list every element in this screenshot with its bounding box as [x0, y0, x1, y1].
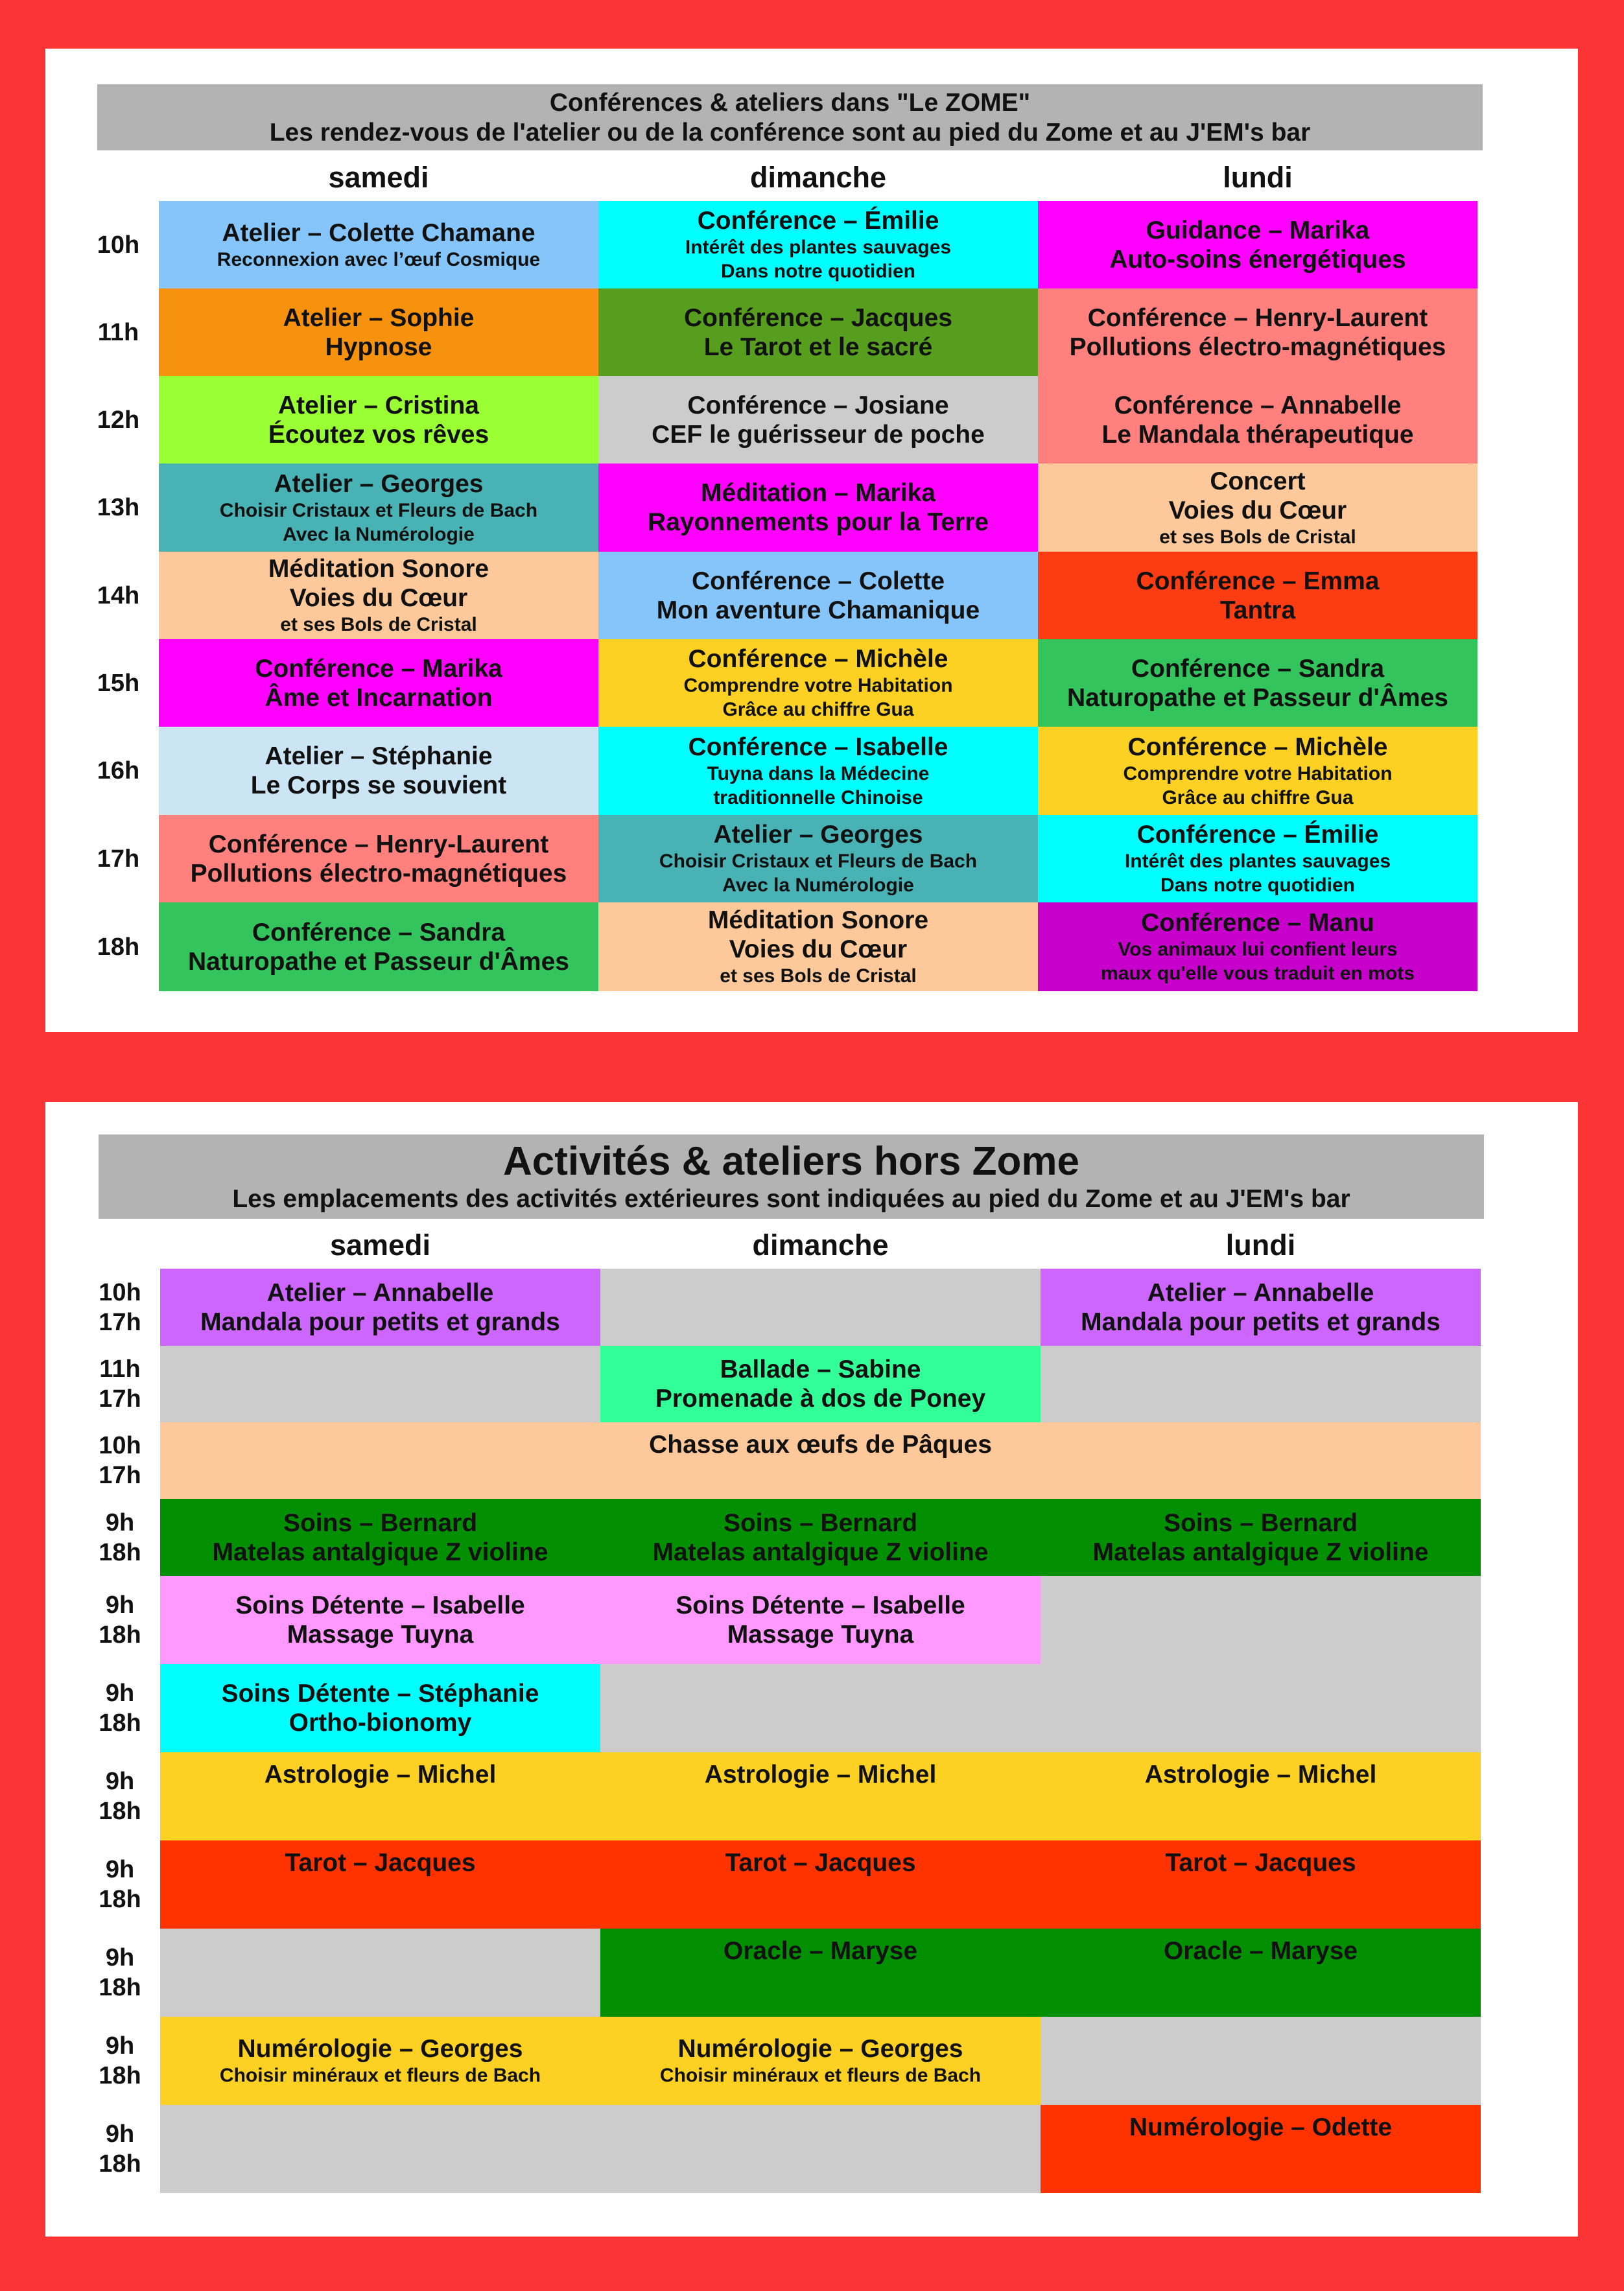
- schedule-cell: [598, 288, 1038, 376]
- session-detail: et ses Bols de Cristal: [720, 965, 917, 987]
- schedule-cell: [1038, 288, 1477, 376]
- conference-schedule-panel: [45, 49, 1578, 1032]
- session-title: Conférence – Émilie: [697, 207, 939, 235]
- hour-label: [94, 902, 143, 991]
- hour-value: 17h: [97, 845, 140, 873]
- session-title: Conférence – Sandra: [252, 918, 506, 946]
- schedule-cell: [1041, 1840, 1481, 1929]
- schedule-cell: [600, 1576, 1041, 1664]
- schedule-cell: [160, 1752, 600, 1840]
- hour-value: 9h: [105, 1509, 135, 1536]
- session-subtitle: Naturopathe et Passeur d'Âmes: [188, 947, 569, 976]
- session-detail: Choisir minéraux et fleurs de Bach: [219, 2065, 541, 2086]
- session-title: Conférence – Henry-Laurent: [1087, 303, 1428, 332]
- session-title: Soins Détente – Isabelle: [235, 1592, 525, 1619]
- session-title: Conférence – Annabelle: [1114, 391, 1402, 419]
- schedule-cell: [598, 639, 1038, 727]
- schedule-cell: [1041, 2105, 1481, 2193]
- hour-value: 13h: [97, 494, 140, 521]
- session-title: Conférence – Henry-Laurent: [208, 830, 549, 858]
- empty-slot: [160, 1346, 600, 1422]
- session-title: Soins – Bernard: [1163, 1509, 1358, 1537]
- hour-value: 9h: [105, 1768, 135, 1795]
- session-detail: Intérêt des plantes sauvages: [685, 237, 952, 258]
- session-title: Tarot – Jacques: [285, 1849, 476, 1877]
- session-title: Soins Détente – Stéphanie: [221, 1680, 539, 1708]
- hour-value: 9h: [105, 1680, 135, 1707]
- session-detail: Dans notre quotidien: [721, 261, 915, 282]
- session-detail: Dans notre quotidien: [1160, 875, 1355, 896]
- session-title: Numérologie – Odette: [1129, 2113, 1393, 2141]
- schedule-cell: [1038, 464, 1477, 552]
- session-detail: Choisir Cristaux et Fleurs de Bach: [219, 499, 538, 521]
- session-subtitle: Ortho-bionomy: [288, 1709, 472, 1737]
- hour-value: 11h: [99, 1356, 141, 1383]
- hour-value: 18h: [99, 2062, 141, 2089]
- hour-value: 10h: [99, 1278, 141, 1306]
- schedule-cell: [160, 1269, 600, 1346]
- hour-label: [94, 1422, 146, 1499]
- session-title: Atelier – Georges: [274, 469, 484, 498]
- session-title: Méditation Sonore: [268, 555, 489, 583]
- schedule-cell: [1041, 1499, 1481, 1576]
- schedule-cell: [159, 902, 598, 991]
- schedule-cell: [598, 201, 1038, 288]
- hour-label: [94, 1499, 146, 1576]
- conference-banner: [97, 84, 1483, 150]
- session-detail: Avec la Numérologie: [722, 875, 914, 896]
- schedule-cell: [160, 1499, 600, 1576]
- session-subtitle: Écoutez vos rêves: [268, 420, 489, 449]
- session-subtitle: Le Mandala thérapeutique: [1101, 420, 1414, 449]
- session-detail: Grâce au chiffre Gua: [1162, 786, 1354, 808]
- session-subtitle: Rayonnements pour la Terre: [648, 508, 989, 536]
- schedule-cell: [1038, 815, 1477, 902]
- schedule-cell: [1038, 376, 1477, 464]
- session-title: Tarot – Jacques: [725, 1849, 916, 1877]
- session-title: Astrologie – Michel: [1144, 1761, 1377, 1789]
- session-title: Conférence – Isabelle: [688, 733, 948, 761]
- session-subtitle: Mandala pour petits et grands: [200, 1308, 560, 1336]
- empty-slot: [1041, 1576, 1481, 1664]
- hour-label: [94, 639, 143, 727]
- schedule-cell: [159, 288, 598, 376]
- session-subtitle: Promenade à dos de Poney: [655, 1385, 986, 1413]
- hour-label: [94, 201, 143, 288]
- hour-label: [94, 1346, 146, 1422]
- schedule-cell: [159, 815, 598, 902]
- session-title: Oracle – Maryse: [723, 1937, 918, 1965]
- session-detail: Comprendre votre Habitation: [1123, 762, 1393, 784]
- schedule-cell: [159, 727, 598, 815]
- schedule-cell: [159, 376, 598, 464]
- hour-value: 17h: [99, 1308, 141, 1336]
- schedule-cell: [1041, 1929, 1481, 2017]
- session-subtitle: Matelas antalgique Z violine: [1092, 1538, 1429, 1566]
- hour-value: 18h: [99, 1886, 141, 1913]
- session-detail: Intérêt des plantes sauvages: [1124, 851, 1391, 872]
- hour-value: 9h: [105, 1856, 135, 1883]
- session-title: Atelier – Sophie: [283, 303, 475, 332]
- session-title: Méditation – Marika: [701, 479, 936, 507]
- schedule-cell: [1041, 1269, 1481, 1346]
- schedule-cell: [160, 1576, 600, 1664]
- hour-label: [94, 552, 143, 639]
- session-title: Atelier – Colette Chamane: [222, 218, 535, 247]
- day-header-lundi: lundi: [1223, 161, 1293, 194]
- session-title: Conférence – Josiane: [687, 391, 949, 419]
- schedule-cell: [600, 1929, 1041, 2017]
- activities-banner-title: Activités & ateliers hors Zome: [503, 1139, 1079, 1184]
- schedule-cell: [160, 1664, 600, 1752]
- session-detail: maux qu'elle vous traduit en mots: [1101, 963, 1415, 984]
- schedule-cell: [159, 201, 598, 288]
- schedule-cell: [160, 2017, 600, 2105]
- session-subtitle: Voies du Cœur: [729, 935, 908, 963]
- session-detail: Tuyna dans la Médecine: [707, 762, 930, 784]
- session-title: Méditation Sonore: [707, 906, 929, 934]
- hour-label: [94, 815, 143, 902]
- schedule-cell: [600, 1840, 1041, 1929]
- hour-value: 18h: [99, 1798, 141, 1825]
- hour-label: [94, 464, 143, 552]
- session-title: Oracle – Maryse: [1163, 1937, 1358, 1965]
- session-detail: et ses Bols de Cristal: [280, 614, 477, 635]
- day-header-samedi: samedi: [329, 1228, 431, 1262]
- hour-value: 11h: [97, 318, 139, 346]
- hour-value: 9h: [105, 1944, 135, 1971]
- empty-slot: [1041, 1346, 1481, 1422]
- day-header-dimanche: dimanche: [749, 161, 887, 194]
- day-header-dimanche: dimanche: [752, 1228, 889, 1262]
- hour-value: 17h: [99, 1462, 141, 1489]
- hour-value: 18h: [99, 1974, 141, 2001]
- schedule-cell: [160, 1840, 600, 1929]
- session-subtitle: Hypnose: [325, 333, 432, 361]
- session-subtitle: Le Tarot et le sacré: [703, 333, 933, 361]
- session-subtitle: Tantra: [1219, 596, 1296, 624]
- hour-value: 9h: [105, 1592, 135, 1619]
- schedule-cell: [598, 552, 1038, 639]
- hour-value: 15h: [97, 669, 140, 697]
- session-title: Tarot – Jacques: [1165, 1849, 1356, 1877]
- hour-label: [94, 1269, 146, 1346]
- session-detail: Reconnexion avec l’œuf Cosmique: [217, 248, 541, 270]
- session-title: Guidance – Marika: [1146, 216, 1370, 244]
- session-subtitle: Naturopathe et Passeur d'Âmes: [1067, 683, 1448, 712]
- hour-label: [94, 376, 143, 464]
- session-title: Atelier – Cristina: [278, 391, 479, 419]
- session-title: Conférence – Michèle: [688, 645, 948, 673]
- hour-label: [94, 2105, 146, 2193]
- session-title: Chasse aux œufs de Pâques: [649, 1431, 992, 1459]
- day-header-samedi: samedi: [328, 161, 429, 194]
- session-detail: Grâce au chiffre Gua: [722, 699, 914, 720]
- session-title: Astrologie – Michel: [704, 1761, 937, 1789]
- hour-label: [94, 1929, 146, 2017]
- hour-value: 10h: [99, 1432, 141, 1459]
- session-subtitle: Pollutions électro-magnétiques: [190, 859, 567, 887]
- schedule-cell: [160, 1422, 1481, 1499]
- session-detail: et ses Bols de Cristal: [1159, 526, 1356, 548]
- session-title: Soins – Bernard: [283, 1509, 478, 1537]
- schedule-cell: [159, 639, 598, 727]
- session-subtitle: Pollutions électro-magnétiques: [1069, 333, 1446, 361]
- hour-value: 17h: [99, 1385, 141, 1413]
- hour-label: [94, 288, 143, 376]
- hour-value: 14h: [97, 582, 140, 609]
- session-title: Conférence – Colette: [691, 567, 945, 595]
- empty-slot: [600, 1664, 1481, 1752]
- session-title: Conférence – Émilie: [1136, 821, 1379, 849]
- session-subtitle: Auto-soins énergétiques: [1109, 245, 1406, 274]
- hour-label: [94, 1576, 146, 1664]
- schedule-cell: [159, 552, 598, 639]
- empty-slot: [600, 1269, 1041, 1346]
- session-title: Numérologie – Georges: [677, 2035, 963, 2063]
- session-title: Conférence – Michèle: [1127, 733, 1388, 761]
- session-title: Soins – Bernard: [723, 1509, 918, 1537]
- schedule-cell: [600, 2017, 1041, 2105]
- session-subtitle: Massage Tuyna: [727, 1621, 914, 1649]
- session-detail: traditionnelle Chinoise: [713, 786, 923, 808]
- day-header-lundi: lundi: [1225, 1228, 1296, 1262]
- session-subtitle: Mandala pour petits et grands: [1081, 1308, 1441, 1336]
- schedule-cell: [598, 902, 1038, 991]
- schedule-cell: [600, 1499, 1041, 1576]
- schedule-cell: [1038, 201, 1477, 288]
- schedule-cell: [600, 1752, 1041, 1840]
- schedule-cell: [598, 376, 1038, 464]
- session-subtitle: Le Corps se souvient: [250, 771, 507, 799]
- hour-label: [94, 2017, 146, 2105]
- session-subtitle: Massage Tuyna: [287, 1621, 474, 1649]
- hour-value: 12h: [97, 406, 140, 434]
- hour-value: 18h: [99, 2150, 141, 2178]
- hour-value: 16h: [97, 757, 140, 784]
- hour-value: 10h: [97, 231, 140, 259]
- activities-banner-subtitle: Les emplacements des activités extérieures sont indiquées au pied du Zome et au J'EM's bar: [232, 1185, 1350, 1213]
- schedule-cell: [600, 1346, 1041, 1422]
- session-detail: Vos animaux lui confient leurs: [1118, 939, 1398, 960]
- schedule-cell: [598, 815, 1038, 902]
- schedule-cell: [598, 727, 1038, 815]
- session-title: Atelier – Stéphanie: [265, 742, 493, 770]
- session-title: Conférence – Marika: [255, 654, 502, 683]
- hour-value: 18h: [99, 1709, 141, 1737]
- schedule-cell: [1038, 727, 1477, 815]
- empty-slot: [160, 2105, 1041, 2193]
- session-subtitle: Âme et Incarnation: [265, 683, 493, 712]
- activities-schedule-panel: [45, 1102, 1578, 2237]
- session-subtitle: Voies du Cœur: [1168, 496, 1347, 524]
- session-title: Numérologie – Georges: [237, 2035, 523, 2063]
- session-title: Conférence – Jacques: [683, 303, 952, 332]
- empty-slot: [1041, 2017, 1481, 2105]
- session-title: Soins Détente – Isabelle: [676, 1592, 965, 1619]
- session-subtitle: Matelas antalgique Z violine: [652, 1538, 989, 1566]
- session-subtitle: Matelas antalgique Z violine: [212, 1538, 548, 1566]
- session-title: Conférence – Emma: [1136, 567, 1380, 595]
- session-title: Conférence – Manu: [1141, 909, 1374, 937]
- schedule-cell: [1041, 1752, 1481, 1840]
- session-title: Astrologie – Michel: [264, 1761, 497, 1789]
- hour-label: [94, 727, 143, 815]
- session-title: Atelier – Georges: [713, 821, 923, 849]
- session-title: Atelier – Annabelle: [1147, 1278, 1374, 1307]
- session-detail: Comprendre votre Habitation: [683, 675, 953, 696]
- schedule-cell: [159, 464, 598, 552]
- session-detail: Choisir minéraux et fleurs de Bach: [659, 2065, 982, 2086]
- session-title: Ballade – Sabine: [720, 1356, 921, 1383]
- hour-value: 18h: [99, 1621, 141, 1649]
- session-subtitle: CEF le guérisseur de poche: [652, 420, 985, 449]
- schedule-cell: [1038, 902, 1477, 991]
- hour-value: 18h: [99, 1538, 141, 1566]
- schedule-cell: [1038, 552, 1477, 639]
- session-title: Concert: [1210, 467, 1306, 495]
- empty-slot: [160, 1929, 600, 2017]
- schedule-cell: [598, 464, 1038, 552]
- session-title: Conférence – Sandra: [1131, 654, 1385, 683]
- hour-value: 18h: [97, 933, 140, 961]
- hour-value: 9h: [105, 2121, 135, 2148]
- schedule-cell: [1038, 639, 1477, 727]
- conference-banner-subtitle: Les rendez-vous de l'atelier ou de la conférence sont au pied du Zome et au J'EM's bar: [269, 119, 1311, 147]
- hour-value: 9h: [105, 2032, 135, 2060]
- session-detail: Choisir Cristaux et Fleurs de Bach: [659, 851, 978, 872]
- hour-label: [94, 1840, 146, 1929]
- session-subtitle: Voies du Cœur: [289, 584, 468, 612]
- activities-banner: [99, 1134, 1484, 1219]
- session-title: Atelier – Annabelle: [266, 1278, 494, 1307]
- hour-label: [94, 1752, 146, 1840]
- hour-label: [94, 1664, 146, 1752]
- conference-banner-title: Conférences & ateliers dans "Le ZOME": [549, 89, 1031, 117]
- session-subtitle: Mon aventure Chamanique: [656, 596, 980, 624]
- session-detail: Avec la Numérologie: [283, 523, 475, 545]
